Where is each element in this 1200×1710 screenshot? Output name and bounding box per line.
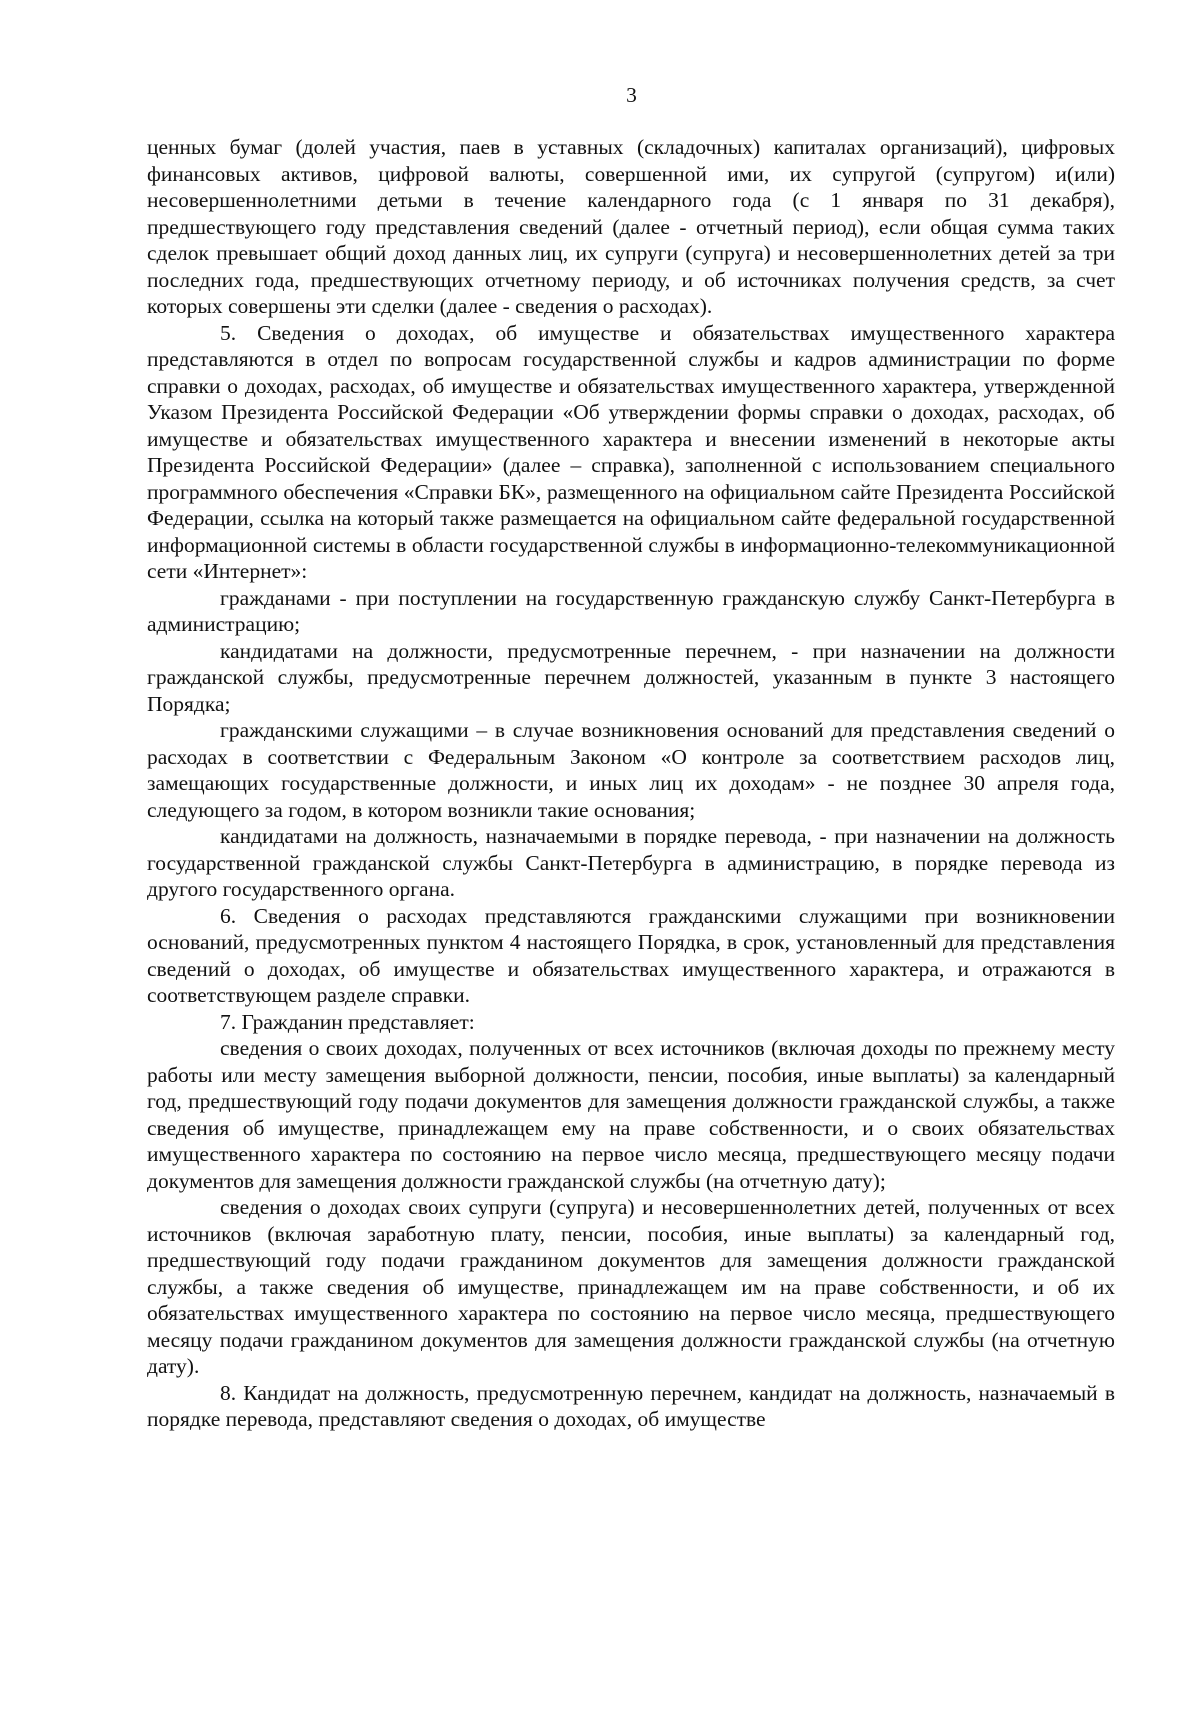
paragraph-civil-servants: гражданскими служащими – в случае возникновения оснований для представления сведений о расходах в соответствии с Федеральным Законом «О контроле за соответствием расходов лиц, замещающих государственные должности, и иных лиц их доходам» - не позднее 30 апреля года, следующего за годом, в котором возникли такие основания; [147,718,1115,822]
paragraph-item-8: 8. Кандидат на должность, предусмотренную перечнем, кандидат на должность, назначаемый в порядке перевода, представляют сведения о доходах, об имуществе [147,1380,1115,1431]
paragraph-continuation: ценных бумаг (долей участия, паев в уставных (складочных) капиталах организаций), цифровых финансовых активов, цифровой валюты, совершенной ими, их супругой (супругом) и(или) несовершеннолетними детьми в течение календарного года (с 1 января по 31 декабря), предшествующего году представления сведений (далее - отчетный период), если общая сумма таких сделок превышает общий доход данных лиц, их супруги (супруга) и несовершеннолетних детей за три последних года, предшествующих отчетному периоду, и об источниках получения средств, за счет которых совершены эти сделки (далее - сведения о расходах). [147,135,1115,318]
document-body [147,134,1115,1433]
paragraph-family-income: сведения о доходах своих супруги (супруга) и несовершеннолетних детей, полученных от всех источников (включая заработную плату, пенсии, пособия, иные выплаты) за календарный год, предшествующий году подачи гражданином документов для замещения должности гражданской службы, а также сведения об имуществе, принадлежащем им на праве собственности, и об их обязательствах имущественного характера по состоянию на первое число месяца, предшествующего месяцу подачи гражданином документов для замещения должности гражданской службы (на отчетную дату). [147,1195,1115,1378]
paragraph-item-6: 6. Сведения о расходах представляются гражданскими служащими при возникновении оснований, предусмотренных пунктом 4 настоящего Порядка, в срок, установленный для представления сведений о доходах, об имуществе и обязательствах имущественного характера, и отражаются в соответствующем разделе справки. [147,903,1115,1007]
paragraph-item-5: 5. Сведения о доходах, об имуществе и обязательствах имущественного характера представляются в отдел по вопросам государственной службы и кадров администрации по форме справки о доходах, расходах, об имуществе и обязательствах имущественного характера, утвержденной Указом Президента Российской Федерации «Об утверждении формы справки о доходах, расходах, об имуществе и обязательствах имущественного характера и внесении изменений в некоторые акты Президента Российской Федерации» (далее – справка), заполненной с использованием специального программного обеспечения «Справки БК», размещенного на официальном сайте Президента Российской Федерации, ссылка на который также размещается на официальном сайте федеральной государственной информационной системы в области государственной службы в информационно-телекоммуникационной сети «Интернет»: [147,320,1115,583]
paragraph-candidates: кандидатами на должности, предусмотренные перечнем, - при назначении на должности гражданской службы, предусмотренные перечнем должностей, указанным в пункте 3 настоящего Порядка; [147,638,1115,716]
paragraph-own-income: сведения о своих доходах, полученных от всех источников (включая доходы по прежнему месту работы или месту замещения выборной должности, пенсии, пособия, иные выплаты) за календарный год, предшествующий году подачи документов для замещения должности гражданской службы, а также сведения об имуществе, принадлежащем ему на праве собственности, и о своих обязательствах имущественного характера по состоянию на первое число месяца, предшествующего месяцу подачи документов для замещения должности гражданской службы (на отчетную дату); [147,1036,1115,1193]
paragraph-item-7: 7. Гражданин представляет: [220,1009,475,1034]
paragraph-citizens: гражданами - при поступлении на государственную гражданскую службу Санкт-Петербурга в администрацию; [147,585,1115,636]
paragraph-transfer-candidates: кандидатами на должность, назначаемыми в порядке перевода, - при назначении на должность государственной гражданской службы Санкт-Петербурга в администрацию, в порядке перевода из другого государственного органа. [147,824,1115,901]
page-number: 3 [626,83,637,107]
